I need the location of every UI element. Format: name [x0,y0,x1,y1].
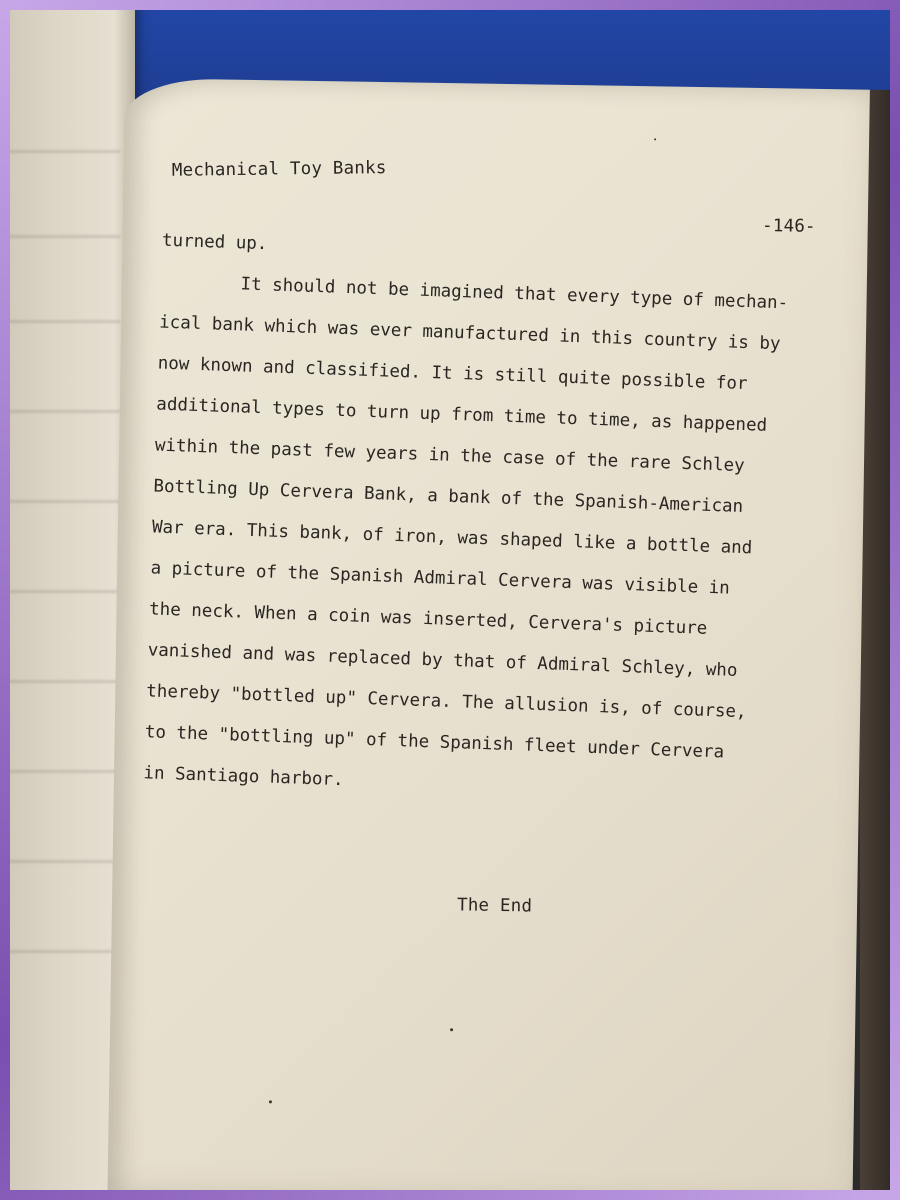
ghost-text-line [0,950,120,953]
text-line: additional types to turn up from time to time, as happened [155,394,768,436]
page-number: -146- [761,216,816,237]
ghost-text-line [0,860,120,863]
ghost-text-line [0,770,120,773]
text-line: turned up. [161,230,268,255]
text-line: ical bank which was ever manufactured in this country is by [158,312,781,355]
ghost-text-line [0,500,120,503]
text-line: War era. This bank, of iron, was shaped like a bottle and [151,517,753,559]
paper-speck [654,138,656,140]
ghost-text-line [0,590,120,593]
text-line: It should not be imagined that every type of mechan- [240,274,789,314]
text-line: within the past few years in the case of the rare Schley [154,435,745,477]
running-head: Mechanical Toy Banks [171,158,387,181]
text-line: to the "bottling up" of the Spanish fleet under Cervera [144,722,725,763]
ghost-text-line [0,235,120,238]
typed-page [107,78,870,1200]
text-line: thereby "bottled up" Cervera. The allusion is, of course, [145,681,747,723]
ghost-text-line [0,680,120,683]
ghost-text-line [0,410,120,413]
paper-speck [450,1028,453,1031]
text-line: Bottling Up Cervera Bank, a bank of the Spanish-American [153,476,744,518]
text-line: vanished and was replaced by that of Admiral Schley, who [147,640,738,681]
ghost-text-line [0,150,120,153]
paper-speck [269,1100,272,1103]
body-text [143,221,843,818]
ghost-text-line [0,320,120,323]
closing-text: The End [456,895,533,917]
text-line: in Santiago harbor. [143,763,344,791]
text-line: a picture of the Spanish Admiral Cervera was visible in [150,558,731,599]
text-line: the neck. When a coin was inserted, Cervera's picture [148,599,708,639]
text-line: now known and classified. It is still quite possible for [157,353,748,395]
